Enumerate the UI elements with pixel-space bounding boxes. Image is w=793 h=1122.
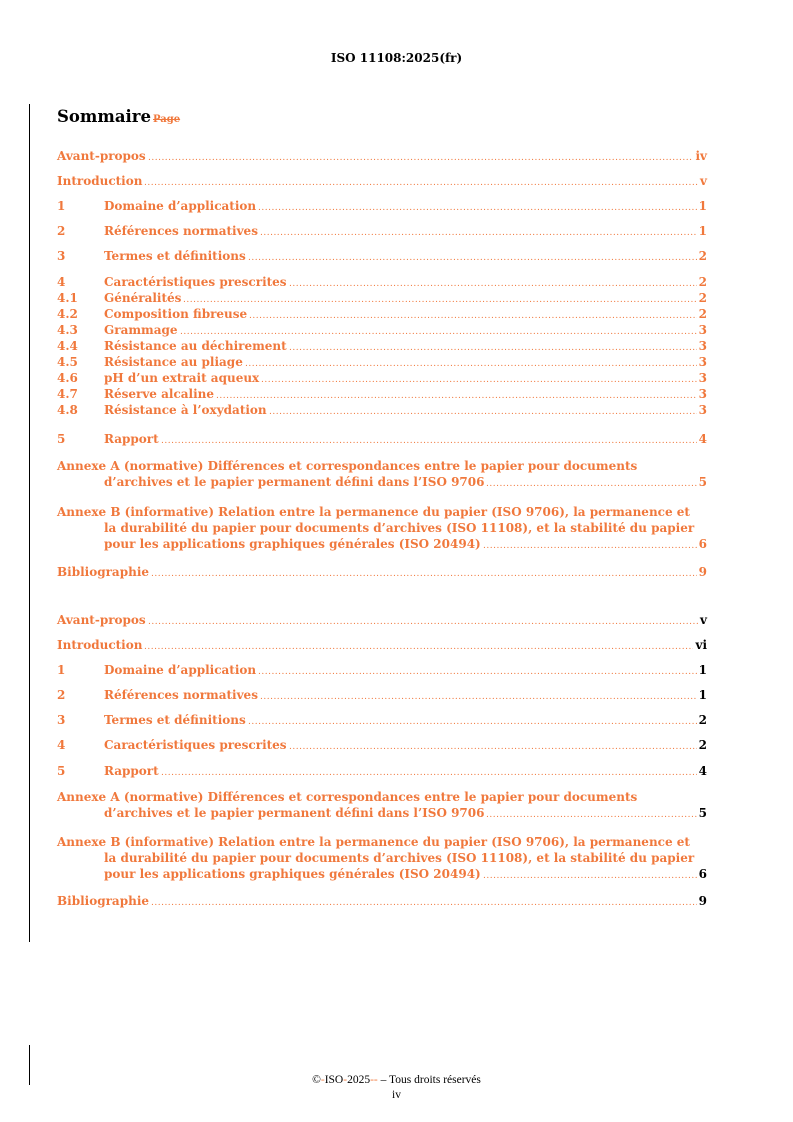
toc-leader-dots	[249, 306, 697, 322]
toc-entry-label-continued: la durabilité du papier pour documents d’archives (ISO 11108), et la stabilité du papier	[104, 521, 695, 535]
toc-entry[interactable]	[57, 370, 707, 386]
toc-leader-dots	[483, 536, 697, 552]
toc-entry-page: 3	[698, 355, 707, 369]
toc-entry-page: 2	[698, 713, 707, 727]
toc-entry-continuation[interactable]	[57, 866, 707, 882]
toc-entry-page: vi	[695, 638, 707, 652]
document-header: ISO 11108:2025(fr)	[330, 51, 463, 65]
toc-entry-number: 4.8	[57, 403, 78, 417]
toc-entry-label: Annexe A (normative) Différences et correspondances entre le papier pour documents	[57, 790, 638, 804]
toc-entry-page: 4	[698, 432, 707, 446]
toc-entry-label: Termes et définitions	[104, 249, 246, 263]
toc-leader-dots	[148, 148, 693, 164]
toc-entry-label: Références normatives	[104, 688, 258, 702]
toc-entry[interactable]	[57, 386, 707, 402]
toc-entry-number: 4.4	[57, 339, 78, 353]
toc-entry-label: Introduction	[57, 174, 143, 188]
toc-entry-number: 2	[57, 224, 66, 238]
toc-entry-label: Rapport	[104, 764, 159, 778]
toc-entry-number: 5	[57, 764, 66, 778]
toc-entry-label: Domaine d’application	[104, 199, 257, 213]
toc-entry-page: v	[700, 174, 707, 188]
toc-entry[interactable]	[57, 612, 707, 628]
toc-entry[interactable]	[57, 763, 707, 779]
toc-entry-continuation[interactable]	[57, 536, 707, 552]
toc-entry-label: Caractéristiques prescrites	[104, 738, 287, 752]
toc-leader-dots	[258, 662, 697, 678]
toc-leader-dots	[183, 290, 697, 306]
toc-entry-label: Réserve alcaline	[104, 387, 214, 401]
toc-entry[interactable]	[57, 637, 707, 653]
toc-entry-label: Références normatives	[104, 224, 258, 238]
toc-entry[interactable]	[57, 290, 707, 306]
toc-entry-page: 3	[698, 323, 707, 337]
toc-entry-continuation[interactable]	[57, 850, 707, 866]
toc-leader-dots	[289, 274, 697, 290]
toc-leader-dots	[216, 386, 697, 402]
toc-entry[interactable]	[57, 712, 707, 728]
toc-entry-page: 9	[698, 894, 707, 908]
toc-entry[interactable]	[57, 402, 707, 418]
toc-entry-label: Bibliographie	[57, 565, 150, 579]
toc-entry-number: 4.6	[57, 371, 78, 385]
toc-entry-number: 3	[57, 713, 66, 727]
copyright-line: ©-ISO-2025-- – Tous droits réservés	[312, 1074, 481, 1086]
toc-leader-dots	[161, 431, 697, 447]
toc-leader-dots	[144, 173, 698, 189]
toc-entry-number: 5	[57, 432, 66, 446]
toc-entry-number: 1	[57, 663, 66, 677]
toc-entry-label-continued: pour les applications graphiques générales (ISO 20494)	[104, 867, 481, 881]
copyright-year: 2025	[347, 1074, 371, 1086]
copyright-text: – Tous droits réservés	[380, 1074, 481, 1086]
toc-entry-label: Introduction	[57, 638, 143, 652]
toc-entry[interactable]	[57, 504, 707, 520]
toc-leader-dots	[180, 322, 697, 338]
toc-entry-label: Résistance au pliage	[104, 355, 243, 369]
toc-entry-page: v	[700, 613, 707, 627]
toc-entry-label: Bibliographie	[57, 894, 150, 908]
toc-entry-label: Termes et définitions	[104, 713, 246, 727]
toc-entry[interactable]	[57, 198, 707, 214]
toc-entry[interactable]	[57, 306, 707, 322]
toc-entry-page: 2	[698, 307, 707, 321]
toc-leader-dots	[258, 198, 697, 214]
toc-entry[interactable]	[57, 274, 707, 290]
toc-entry-label: Résistance à l’oxydation	[104, 403, 267, 417]
copyright-symbol: ©	[312, 1074, 321, 1086]
toc-leader-dots	[144, 637, 693, 653]
toc-entry-label: pH d’un extrait aqueux	[104, 371, 260, 385]
toc-entry[interactable]	[57, 564, 707, 580]
toc-entry-page: 5	[698, 806, 707, 820]
toc-entry-page: 1	[698, 224, 707, 238]
toc-entry-number: 1	[57, 199, 66, 213]
toc-entry-continuation[interactable]	[57, 805, 707, 821]
toc-entry-continuation[interactable]	[57, 474, 707, 490]
toc-leader-dots	[151, 564, 697, 580]
toc-entry[interactable]	[57, 322, 707, 338]
toc-leader-dots	[269, 402, 697, 418]
toc-leader-dots	[151, 893, 697, 909]
toc-entry-page: 9	[698, 565, 707, 579]
page-footer	[0, 1073, 793, 1103]
toc-entry[interactable]	[57, 338, 707, 354]
toc-page-label: Page	[153, 114, 181, 125]
toc-entry-page: 1	[698, 199, 707, 213]
toc-entry[interactable]	[57, 248, 707, 264]
toc-leader-dots	[248, 712, 697, 728]
toc-entry-label: Généralités	[104, 291, 182, 305]
toc-entry-number: 4.7	[57, 387, 78, 401]
toc-entry-number: 2	[57, 688, 66, 702]
toc-entry-number: 4	[57, 275, 66, 289]
toc-title	[57, 107, 180, 126]
toc-entry-number: 4.1	[57, 291, 78, 305]
toc-entry-page: 3	[698, 387, 707, 401]
toc-leader-dots	[486, 805, 697, 821]
toc-entry[interactable]	[57, 687, 707, 703]
toc-entry[interactable]	[57, 173, 707, 189]
toc-entry-label: Composition fibreuse	[104, 307, 248, 321]
toc-entry-label: Caractéristiques prescrites	[104, 275, 287, 289]
toc-entry-label: Grammage	[104, 323, 178, 337]
toc-entry-page: 2	[698, 249, 707, 263]
toc-leader-dots	[248, 248, 697, 264]
toc-title-text: Sommaire	[57, 107, 151, 126]
toc-entry-label: Rapport	[104, 432, 159, 446]
toc-entry[interactable]	[57, 737, 707, 753]
toc-leader-dots	[161, 763, 697, 779]
toc-entry[interactable]	[57, 354, 707, 370]
toc-leader-dots	[483, 866, 697, 882]
change-bar-top	[29, 104, 30, 942]
toc-entry[interactable]	[57, 458, 707, 474]
toc-entry-number: 4.3	[57, 323, 78, 337]
toc-entry-page: 2	[698, 738, 707, 752]
toc-leader-dots	[289, 338, 697, 354]
toc-entry-label-continued: d’archives et le papier permanent défini dans l’ISO 9706	[104, 475, 485, 489]
toc-entry-page: 6	[698, 537, 707, 551]
toc-entry-continuation[interactable]	[57, 520, 707, 536]
toc-entry-page: 2	[698, 291, 707, 305]
toc-entry-page: 1	[698, 663, 707, 677]
toc-entry-page: 5	[698, 475, 707, 489]
toc-entry[interactable]	[57, 223, 707, 239]
toc-entry-page: 1	[698, 688, 707, 702]
toc-entry[interactable]	[57, 834, 707, 850]
toc-entry-label: Annexe A (normative) Différences et correspondances entre le papier pour documents	[57, 459, 638, 473]
toc-entry-label: Annexe B (informative) Relation entre la permanence du papier (ISO 9706), la permanence et	[57, 835, 690, 849]
toc-leader-dots	[260, 687, 697, 703]
toc-entry[interactable]	[57, 431, 707, 447]
toc-entry-page: 6	[698, 867, 707, 881]
toc-entry-number: 3	[57, 249, 66, 263]
toc-entry-label: Annexe B (informative) Relation entre la permanence du papier (ISO 9706), la permanence et	[57, 505, 690, 519]
toc-leader-dots	[261, 370, 697, 386]
toc-entry[interactable]	[57, 662, 707, 678]
toc-entry-number: 4.2	[57, 307, 78, 321]
toc-entry-label: Avant-propos	[57, 613, 146, 627]
toc-entry-label: Résistance au déchirement	[104, 339, 287, 353]
page-number: iv	[392, 1089, 401, 1101]
toc-entry-page: 2	[698, 275, 707, 289]
toc-entry-page: 3	[698, 339, 707, 353]
toc-entry-page: 3	[698, 371, 707, 385]
toc-leader-dots	[486, 474, 697, 490]
toc-entry-page: 3	[698, 403, 707, 417]
toc-leader-dots	[289, 737, 697, 753]
toc-entry-number: 4	[57, 738, 66, 752]
toc-entry-label: Avant-propos	[57, 149, 146, 163]
toc-entry-number: 4.5	[57, 355, 78, 369]
toc-entry-label-continued: d’archives et le papier permanent défini dans l’ISO 9706	[104, 806, 485, 820]
toc-entry-page: 4	[698, 764, 707, 778]
copyright-owner: ISO	[324, 1074, 344, 1086]
toc-leader-dots	[260, 223, 697, 239]
toc-entry[interactable]	[57, 148, 707, 164]
toc-leader-dots	[245, 354, 697, 370]
toc-entry[interactable]	[57, 789, 707, 805]
toc-leader-dots	[148, 612, 698, 628]
toc-entry-label: Domaine d’application	[104, 663, 257, 677]
toc-entry-label-continued: pour les applications graphiques générales (ISO 20494)	[104, 537, 481, 551]
toc-entry-page: iv	[695, 149, 707, 163]
toc-entry[interactable]	[57, 893, 707, 909]
toc-entry-label-continued: la durabilité du papier pour documents d’archives (ISO 11108), et la stabilité du papier	[104, 851, 695, 865]
